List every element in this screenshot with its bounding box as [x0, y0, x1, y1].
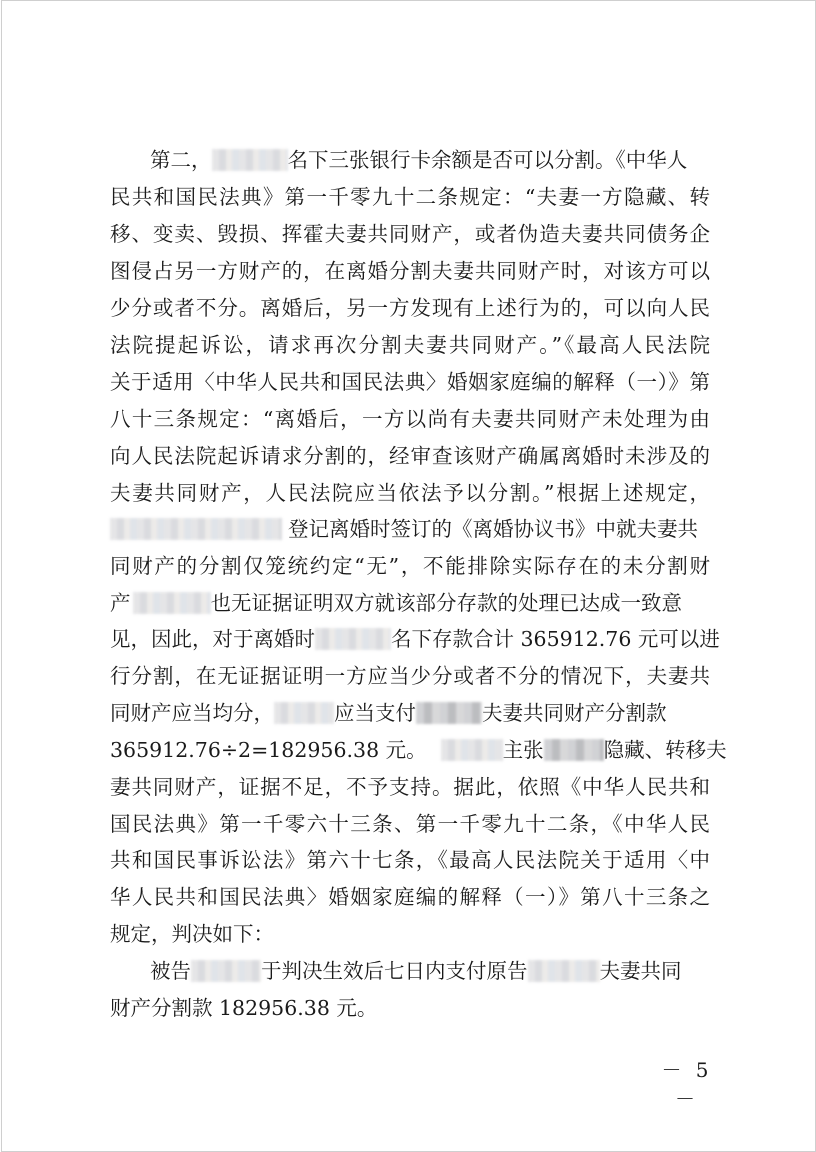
- text-segment: 向人民法院起诉请求分割的，经审查该财产确属离婚时未涉及的: [110, 444, 710, 468]
- text-segment: 共和国民事诉讼法》第六十七条，《最高人民法院关于适用〈中: [110, 848, 710, 872]
- redacted-name: [212, 149, 288, 171]
- redacted-name: [274, 702, 334, 724]
- text-segment: 隐藏、转移夫: [603, 738, 727, 762]
- text-segment: 名下存款合计 365912.76 元可以进: [391, 627, 720, 651]
- text-segment: 规定，判决如下：: [110, 922, 274, 946]
- text-line: [110, 217, 710, 251]
- text-line: [110, 586, 682, 620]
- text-line: [110, 917, 274, 951]
- text-segment: 被告: [150, 959, 191, 983]
- text-segment: 也无证据证明双方就该部分存款的处理已达成一致意: [210, 591, 682, 615]
- text-line: [110, 291, 710, 325]
- text-segment: 关于适用〈中华人民共和国民法典〉婚姻家庭编的解释（一）》第: [110, 370, 710, 394]
- text-segment: 同财产应当均分，: [110, 701, 274, 725]
- redacted-name: [191, 960, 261, 982]
- text-segment: 移、变卖、毁损、挥霍夫妻共同财产，或者伪造夫妻共同债务企: [110, 222, 710, 246]
- text-segment: 财产分割款 182956.38 元。: [110, 996, 378, 1020]
- text-line: [110, 770, 710, 804]
- text-line: [110, 365, 710, 399]
- text-line: [110, 659, 710, 693]
- text-segment: 登记离婚时签订的《离婚协议书》中就夫妻共: [288, 517, 698, 541]
- text-segment: 夫妻共同: [599, 959, 682, 983]
- text-segment: 行分割，在无证据证明一方应当少分或者不分的情况下，夫妻共: [110, 664, 710, 688]
- document-page: [1, 0, 816, 1152]
- text-line: [110, 512, 698, 546]
- text-segment: 365912.76÷2=182956.38 元。: [110, 738, 427, 762]
- redacted-name: [528, 960, 600, 982]
- redacted-name: [416, 702, 482, 724]
- text-segment: 同财产的分割仅笼统约定“无”，不能排除实际存在的未分割财: [110, 554, 710, 578]
- text-segment: 图侵占另一方财产的，在离婚分割夫妻共同财产时，对该方可以: [110, 259, 710, 283]
- text-line: [150, 143, 687, 177]
- text-line: [110, 843, 710, 877]
- text-line: [110, 402, 710, 436]
- text-line: [110, 328, 710, 362]
- redacted-name: [315, 628, 391, 650]
- redacted-name: [110, 518, 282, 540]
- text-segment: 法院提起诉讼，请求再次分割夫妻共同财产。”《最高人民法院: [110, 333, 710, 357]
- text-segment: 于判决生效后七日内支付原告: [261, 959, 528, 983]
- text-segment: 产: [110, 591, 131, 615]
- text-segment: 妻共同财产，证据不足，不予支持。据此，依照《中华人民共和: [110, 775, 710, 799]
- text-line: [110, 439, 710, 473]
- text-segment: 应当支付: [334, 701, 416, 725]
- text-segment: 第二，: [150, 148, 212, 172]
- text-line: [110, 880, 710, 914]
- redacted-name: [133, 592, 211, 614]
- text-line: [110, 622, 720, 656]
- text-segment: 夫妻共同财产分割款: [482, 701, 667, 725]
- page-number: － 5 －: [661, 1058, 713, 1111]
- text-segment: 华人民共和国民法典〉婚姻家庭编的解释（一）》第八十三条之: [110, 885, 710, 909]
- text-segment: 名下三张银行卡余额是否可以分割。《中华人: [287, 148, 688, 172]
- redacted-name: [441, 739, 503, 761]
- text-line: [110, 733, 727, 767]
- text-line: [110, 180, 710, 214]
- text-line: [110, 254, 710, 288]
- text-line: [110, 696, 667, 730]
- text-segment: 主张: [502, 738, 544, 762]
- text-line: [110, 807, 710, 841]
- text-segment: 少分或者不分。离婚后，另一方发现有上述行为的，可以向人民: [110, 296, 710, 320]
- redacted-name: [544, 739, 604, 761]
- text-line: [110, 991, 377, 1025]
- text-line: [110, 549, 710, 583]
- text-line: [110, 476, 710, 510]
- text-segment: 国民法典》第一千零六十三条、第一千零九十二条，《中华人民: [110, 812, 710, 836]
- text-segment: 夫妻共同财产，人民法院应当依法予以分割。”根据上述规定，: [110, 481, 710, 505]
- text-line: [150, 954, 682, 988]
- text-segment: 民共和国民法典》第一千零九十二条规定：“夫妻一方隐藏、转: [110, 185, 710, 209]
- text-segment: 见，因此，对于离婚时: [110, 627, 315, 651]
- text-segment: 八十三条规定：“离婚后，一方以尚有夫妻共同财产未处理为由: [110, 407, 710, 431]
